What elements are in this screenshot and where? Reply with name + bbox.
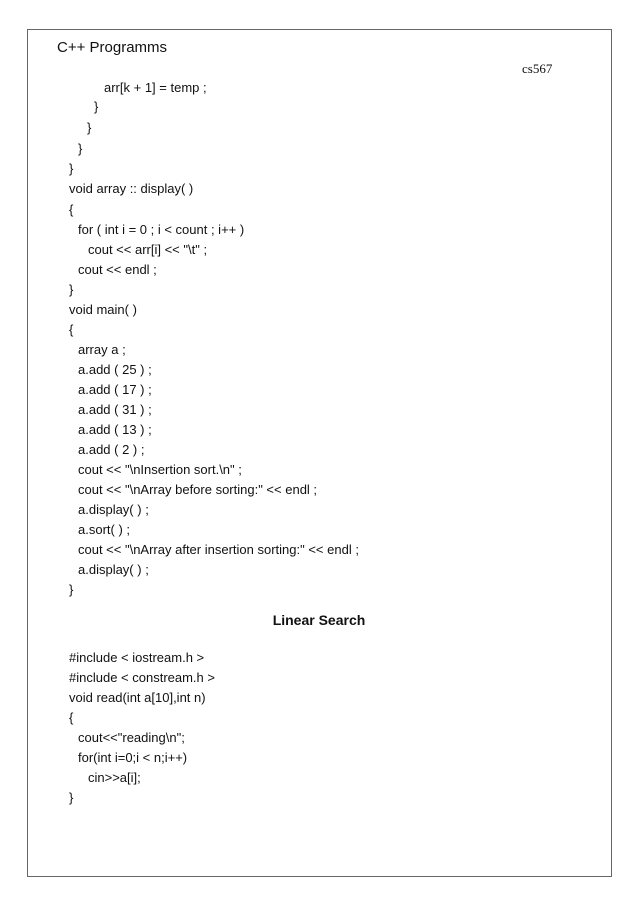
code-line: void read(int a[10],int n) xyxy=(69,690,206,705)
code-line: for(int i=0;i < n;i++) xyxy=(78,750,188,765)
code-line: } xyxy=(78,141,83,156)
code-line: cout << "\nArray before sorting:" << endl ; xyxy=(78,482,318,497)
code-line: cout<<"reading\n"; xyxy=(78,730,185,745)
code-line: arr[k + 1] = temp ; xyxy=(104,80,207,95)
code-line: #include < iostream.h > xyxy=(69,650,205,665)
code-line: a.add ( 13 ) ; xyxy=(78,422,152,437)
code-line: cin>>a[i]; xyxy=(88,770,141,785)
code-line: a.sort( ) ; xyxy=(78,522,131,537)
code-line: } xyxy=(87,120,92,135)
code-line: void main( ) xyxy=(69,302,137,317)
code-line: { xyxy=(69,202,74,217)
page-header-title: C++ Programms xyxy=(57,39,168,56)
code-line: } xyxy=(69,161,74,176)
code-line: cout << "\nInsertion sort.\n" ; xyxy=(78,462,242,477)
code-line: a.add ( 31 ) ; xyxy=(78,402,152,417)
code-line: { xyxy=(69,322,74,337)
code-line: cout << endl ; xyxy=(78,262,157,277)
code-line: a.add ( 2 ) ; xyxy=(78,442,145,457)
code-line: a.add ( 17 ) ; xyxy=(78,382,152,397)
code-line: { xyxy=(69,710,74,725)
code-line: a.display( ) ; xyxy=(78,502,149,517)
code-line: } xyxy=(69,282,74,297)
code-line: } xyxy=(69,790,74,805)
code-line: } xyxy=(69,582,74,597)
code-line: } xyxy=(94,99,99,114)
code-line: array a ; xyxy=(78,342,126,357)
code-line: #include < constream.h > xyxy=(69,670,215,685)
page-header-id: cs567 xyxy=(522,61,553,76)
code-line: for ( int i = 0 ; i < count ; i++ ) xyxy=(78,222,245,237)
section-title: Linear Search xyxy=(272,612,366,628)
code-line: void array :: display( ) xyxy=(69,181,194,196)
code-line: cout << arr[i] << "\t" ; xyxy=(88,242,208,257)
code-line: a.add ( 25 ) ; xyxy=(78,362,152,377)
code-line: cout << "\nArray after insertion sorting:" << endl ; xyxy=(78,542,359,557)
code-line: a.display( ) ; xyxy=(78,562,149,577)
